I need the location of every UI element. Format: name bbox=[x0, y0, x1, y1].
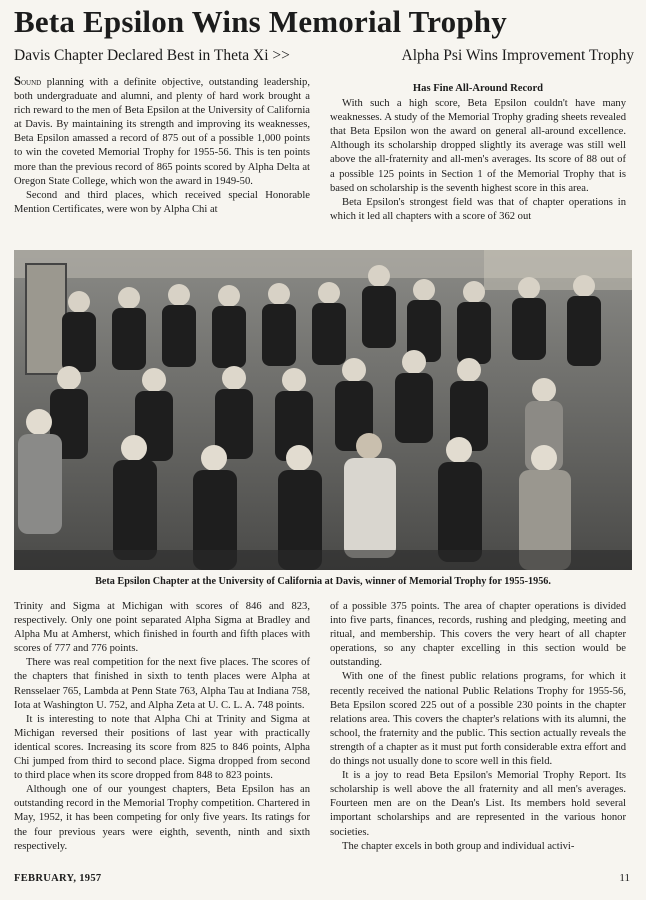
group-photo-illustration bbox=[14, 250, 632, 570]
article-subhead bbox=[14, 46, 634, 66]
paragraph-text: planning with a definite objective, outstanding leadership, both undergraduate and alumni, and plenty of hard work brought a rich reward to the men of Beta Epsilon at the University of California at Davis. By maintaining its strength and improving its weaknesses, Beta Epsilon amassed a record of 875 out of a possible 1,000 points to win the coveted Memorial Trophy for 1955-56. This is ten points more than the previous record of 865 points scored by Alpha Delta at Oregon State College, which won the award in 1949-50. bbox=[14, 77, 310, 187]
paragraph: With one of the finest public relations programs, for which it recently received the national Public Relations Trophy for 1955-56, Beta Epsilon scored 225 out of a possible 230 points in the chapter relations area. This covers the chapter's relations with its alumni, the school, the fraternity and the public. This section actually reveals the strength of a chapter as it must put forth considerable extra effort and do things not usually done to score well in this field. bbox=[330, 671, 626, 768]
paragraph: There was real competition for the next five places. The scores of the chapters that finished in sixth to tenth places were Alpha at Rensselaer 765, Lambda at Penn State 763, Alpha Tau at Indiana 758, Iota at Washington U. 752, and Alpha Zeta at U. C. L. A. 748 points. bbox=[14, 657, 310, 711]
paragraph: It is a joy to read Beta Epsilon's Memorial Trophy Report. Its scholarship is well above the all fraternity and all men's averages. Fourteen men are on the Dean's List. Its members hold several important scholarships and are represented in the various honor societies. bbox=[330, 770, 626, 838]
paragraph: Trinity and Sigma at Michigan with scores of 846 and 823, respectively. Only one point separated Alpha Sigma at Bradley and Alpha Mu at Amherst, which finished in fourth and fifth places with scores of 777 and 776 points. bbox=[14, 601, 310, 655]
column-bottom-left bbox=[14, 600, 310, 854]
paragraph: It is interesting to note that Alpha Chi at Trinity and Sigma at Michigan reversed their positions of last year with practically identical scores. Increasing its score from 825 to 846 points, Alpha Chi jumped from third to second place. Sigma dropped from second to third place when its score dropped from 848 to 823 points. bbox=[14, 713, 310, 782]
article-headline: Beta Epsilon Wins Memorial Trophy bbox=[14, 4, 507, 39]
column-top-right bbox=[330, 80, 626, 224]
section-heading: Has Fine All-Around Record bbox=[412, 83, 544, 94]
column-top-left bbox=[14, 74, 310, 217]
page-number: 11 bbox=[619, 872, 630, 884]
paragraph: Beta Epsilon's strongest field was that of chapter operations in which it led all chapters with a score of 362 out bbox=[330, 196, 626, 222]
issue-date: FEBRUARY, 1957 bbox=[14, 873, 102, 884]
paragraph: With such a high score, Beta Epsilon couldn't have many weaknesses. A study of the Memorial Trophy grading sheets revealed that Beta Epsilon won the award on general all-around excellence. Although its scholarship dropped slightly its average was still well above the all-fraternity and all-men's averages. Its score of 88 out of a possible 125 points in Section 1 of the Memorial Trophy that is based on scholarship is the seventh highest score in this area. bbox=[330, 98, 626, 194]
subhead-right: Alpha Psi Wins Improvement Trophy bbox=[401, 47, 634, 64]
small-caps-lead: ound bbox=[20, 77, 42, 88]
paragraph: Although one of our youngest chapters, Beta Epsilon has an outstanding record in the Memorial Trophy competition. Chartered in May, 1952, it has been competing for only five years. Its ratings for the four previous years were eighth, seventh, ninth and sixth respectively. bbox=[14, 784, 310, 852]
subhead-left: Davis Chapter Declared Best in Theta Xi >> bbox=[14, 47, 290, 64]
drop-cap: S bbox=[14, 74, 21, 88]
column-bottom-right bbox=[330, 600, 626, 854]
paragraph: of a possible 375 points. The area of chapter operations is divided into five parts, finances, records, rushing and pledging, meeting and ritual, and membership. This covers the very heart of all chapter operations, so any chapter excelling in this section would be outstanding. bbox=[330, 601, 626, 669]
chapter-group-photo bbox=[14, 250, 632, 570]
photo-caption: Beta Epsilon Chapter at the University of California at Davis, winner of Memorial Trophy for 1955-1956. bbox=[95, 576, 551, 587]
paragraph: The chapter excels in both group and individual activi- bbox=[342, 840, 575, 852]
paragraph: Second and third places, which received special Honorable Mention Certificates, were won by Alpha Chi at bbox=[14, 189, 310, 215]
paragraph bbox=[14, 74, 310, 189]
